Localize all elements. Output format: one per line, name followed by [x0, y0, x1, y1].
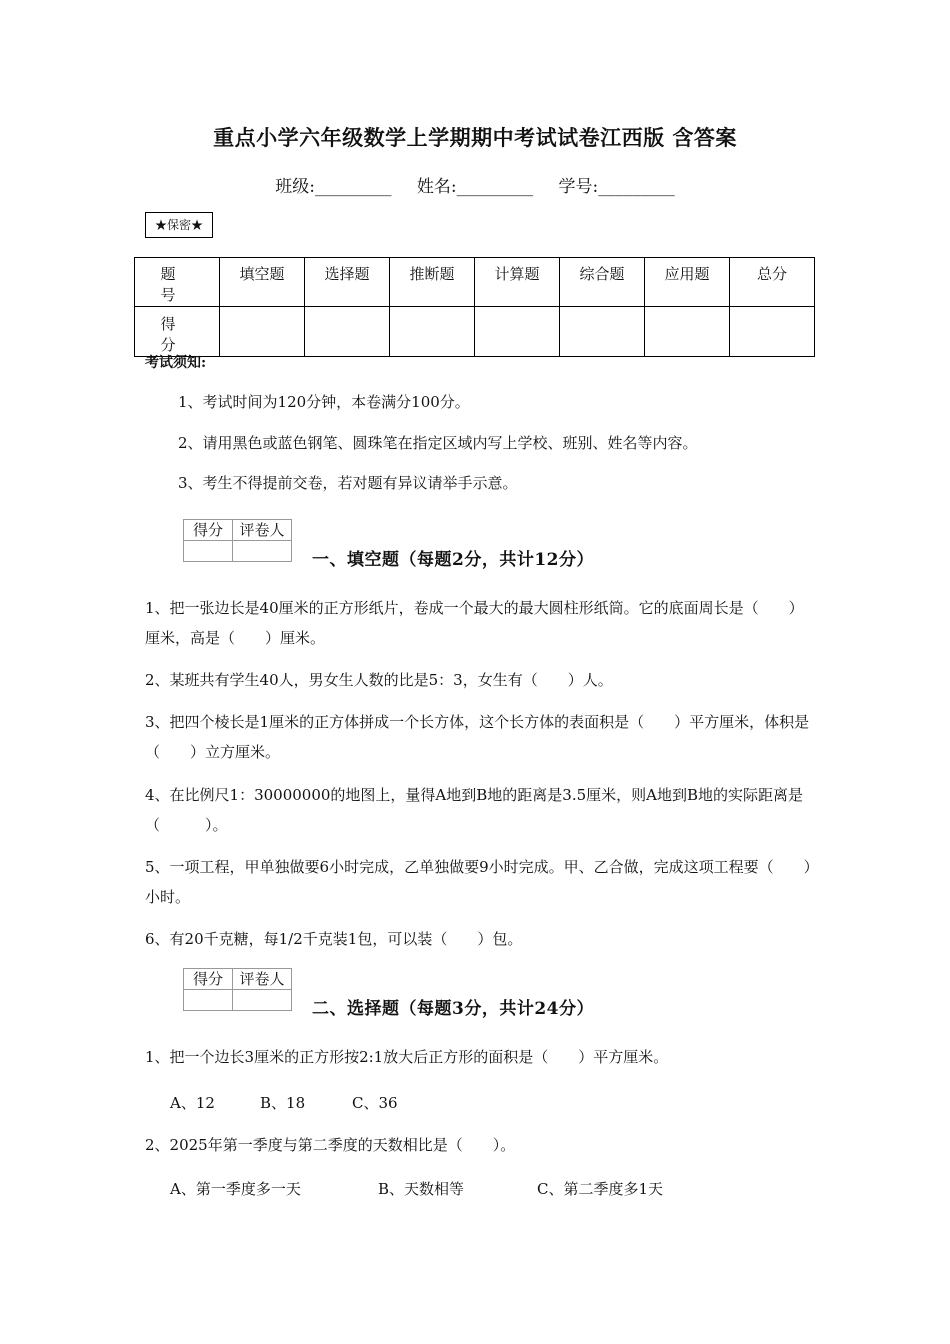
option-b[interactable]: B、18	[260, 1094, 306, 1112]
question-item: 6、有20千克糖，每1/2千克装1包，可以装（ ）包。	[145, 930, 523, 948]
option-c[interactable]: C、第二季度多1天	[537, 1180, 664, 1198]
section-title: 一、填空题（每题2分，共计12分）	[312, 550, 594, 570]
score-table-header: 选择题	[305, 258, 390, 307]
score-cell[interactable]	[645, 307, 730, 357]
name-field[interactable]: 姓名:_________	[416, 177, 534, 197]
score-table-header: 综合题	[560, 258, 645, 307]
score-table	[134, 257, 815, 357]
option-a[interactable]: A、第一季度多一天	[170, 1180, 301, 1198]
section-title: 二、选择题（每题3分，共计24分）	[312, 999, 594, 1019]
score-table-header: 应用题	[645, 258, 730, 307]
score-table-header: 总分	[730, 258, 815, 307]
page-title: 重点小学六年级数学上学期期中考试试卷江西版 含答案	[213, 125, 737, 150]
student-info-line	[0, 172, 950, 197]
grader-reviewer-label: 评卷人	[233, 969, 292, 990]
notice-item: 3、考生不得提前交卷，若对题有异议请举手示意。	[178, 474, 518, 492]
score-table-header: 推断题	[390, 258, 475, 307]
grader-box	[183, 519, 292, 562]
grader-score-label: 得分	[184, 520, 233, 541]
grader-reviewer-cell[interactable]	[233, 990, 292, 1011]
confidential-badge: ★保密★	[145, 212, 213, 238]
question-item: 1、把一张边长是40厘米的正方形纸片，卷成一个最大的最大圆柱形纸筒。它的底面周长是（ ）厘米，高是（ ）厘米。	[145, 599, 804, 647]
option-a[interactable]: A、12	[170, 1094, 215, 1112]
notice-heading: 考试须知:	[145, 355, 207, 371]
grader-score-label: 得分	[184, 969, 233, 990]
score-cell[interactable]	[305, 307, 390, 357]
score-cell[interactable]	[390, 307, 475, 357]
notice-item: 2、请用黑色或蓝色钢笔、圆珠笔在指定区域内写上学校、班别、姓名等内容。	[178, 434, 698, 452]
grader-reviewer-label: 评卷人	[233, 520, 292, 541]
option-b[interactable]: B、天数相等	[378, 1180, 465, 1198]
grader-box	[183, 968, 292, 1011]
score-row-label: 得 分	[135, 307, 220, 357]
notice-item: 1、考试时间为120分钟，本卷满分100分。	[178, 393, 470, 411]
student-id-field[interactable]: 学号:_________	[558, 177, 675, 197]
score-table-header: 填空题	[220, 258, 305, 307]
grader-score-cell[interactable]	[184, 541, 233, 562]
question-item: 2、某班共有学生40人，男女生人数的比是5：3，女生有（ ）人。	[145, 671, 613, 689]
grader-score-cell[interactable]	[184, 990, 233, 1011]
class-field[interactable]: 班级:_________	[275, 177, 392, 197]
question-item: 5、一项工程，甲单独做要6小时完成，乙单独做要9小时完成。甲、乙合做，完成这项工程要（ ）小时。	[145, 858, 812, 906]
question-item: 2、2025年第一季度与第二季度的天数相比是（ ）。	[145, 1136, 516, 1154]
score-table-header: 计算题	[475, 258, 560, 307]
question-item: 1、把一个边长3厘米的正方形按2:1放大后正方形的面积是（ ）平方厘米。	[145, 1048, 669, 1066]
question-item: 3、把四个棱长是1厘米的正方体拼成一个长方体，这个长方体的表面积是（ ）平方厘米，体积是（ ）立方厘米。	[145, 713, 810, 761]
question-item: 4、在比例尺1：30000000的地图上，量得A地到B地的距离是3.5厘米，则A地到B地的实际距离是（ ）。	[145, 786, 804, 834]
option-c[interactable]: C、36	[352, 1094, 398, 1112]
score-cell[interactable]	[475, 307, 560, 357]
score-cell[interactable]	[560, 307, 645, 357]
score-cell[interactable]	[220, 307, 305, 357]
score-table-header-label: 题 号	[135, 258, 220, 307]
score-cell[interactable]	[730, 307, 815, 357]
grader-reviewer-cell[interactable]	[233, 541, 292, 562]
